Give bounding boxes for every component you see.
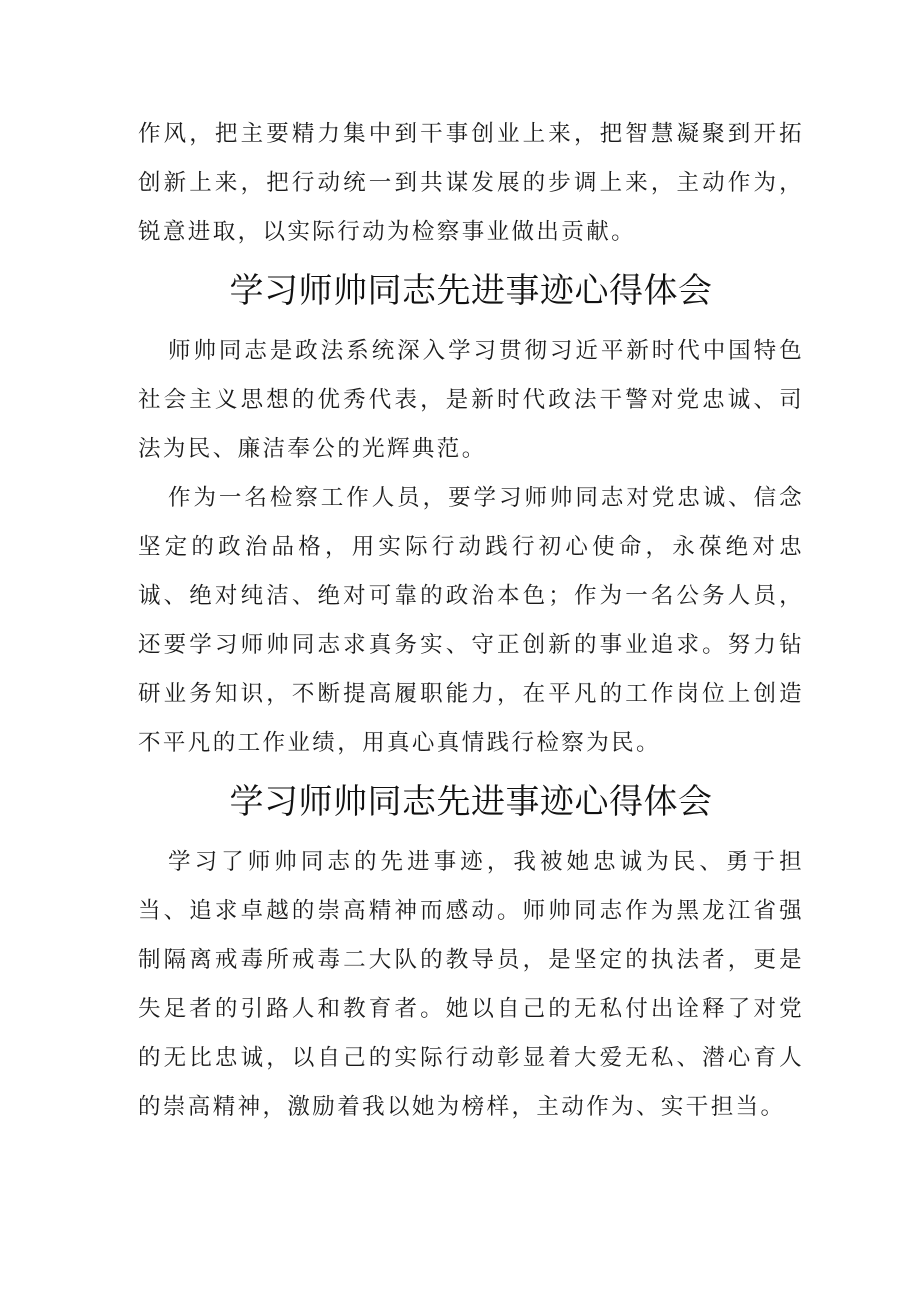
section-2-paragraph-1: 学习了师帅同志的先进事迹，我被她忠诚为民、勇于担当、追求卓越的崇高精神而感动。师帅同志作为黑龙江省强制隔离戒毒所戒毒二大队的教导员，是坚定的执法者，更是失足者的引路人和教育者。她以自己的无私付出诠释了对党的无比忠诚，以自己的实际行动彰显着大爱无私、潜心育人的崇高精神，激励着我以她为榜样，主动作为、实干担当。 [138, 849, 804, 1120]
intro-paragraph: 作风，把主要精力集中到干事创业上来，把智慧凝聚到开拓创新上来，把行动统一到共谋发展的步调上来，主动作为，锐意进取，以实际行动为检察事业做出贡献。 [138, 121, 804, 245]
section-1-paragraph-2: 作为一名检察工作人员，要学习师帅同志对党忠诚、信念坚定的政治品格，用实际行动践行初心使命，永葆绝对忠诚、绝对纯洁、绝对可靠的政治本色；作为一名公务人员，还要学习师帅同志求真务实、守正创新的事业追求。努力钻研业务知识，不断提高履职能力，在平凡的工作岗位上创造不平凡的工作业绩，用真心真情践行检察为民。 [138, 485, 804, 756]
section-1-paragraph-1: 师帅同志是政法系统深入学习贯彻习近平新时代中国特色社会主义思想的优秀代表，是新时代政法干警对党忠诚、司法为民、廉洁奉公的光辉典范。 [138, 338, 804, 462]
section-1-title: 学习师帅同志先进事迹心得体会 [229, 271, 713, 311]
section-2-title: 学习师帅同志先进事迹心得体会 [229, 782, 713, 822]
document-page [138, 110, 804, 1132]
